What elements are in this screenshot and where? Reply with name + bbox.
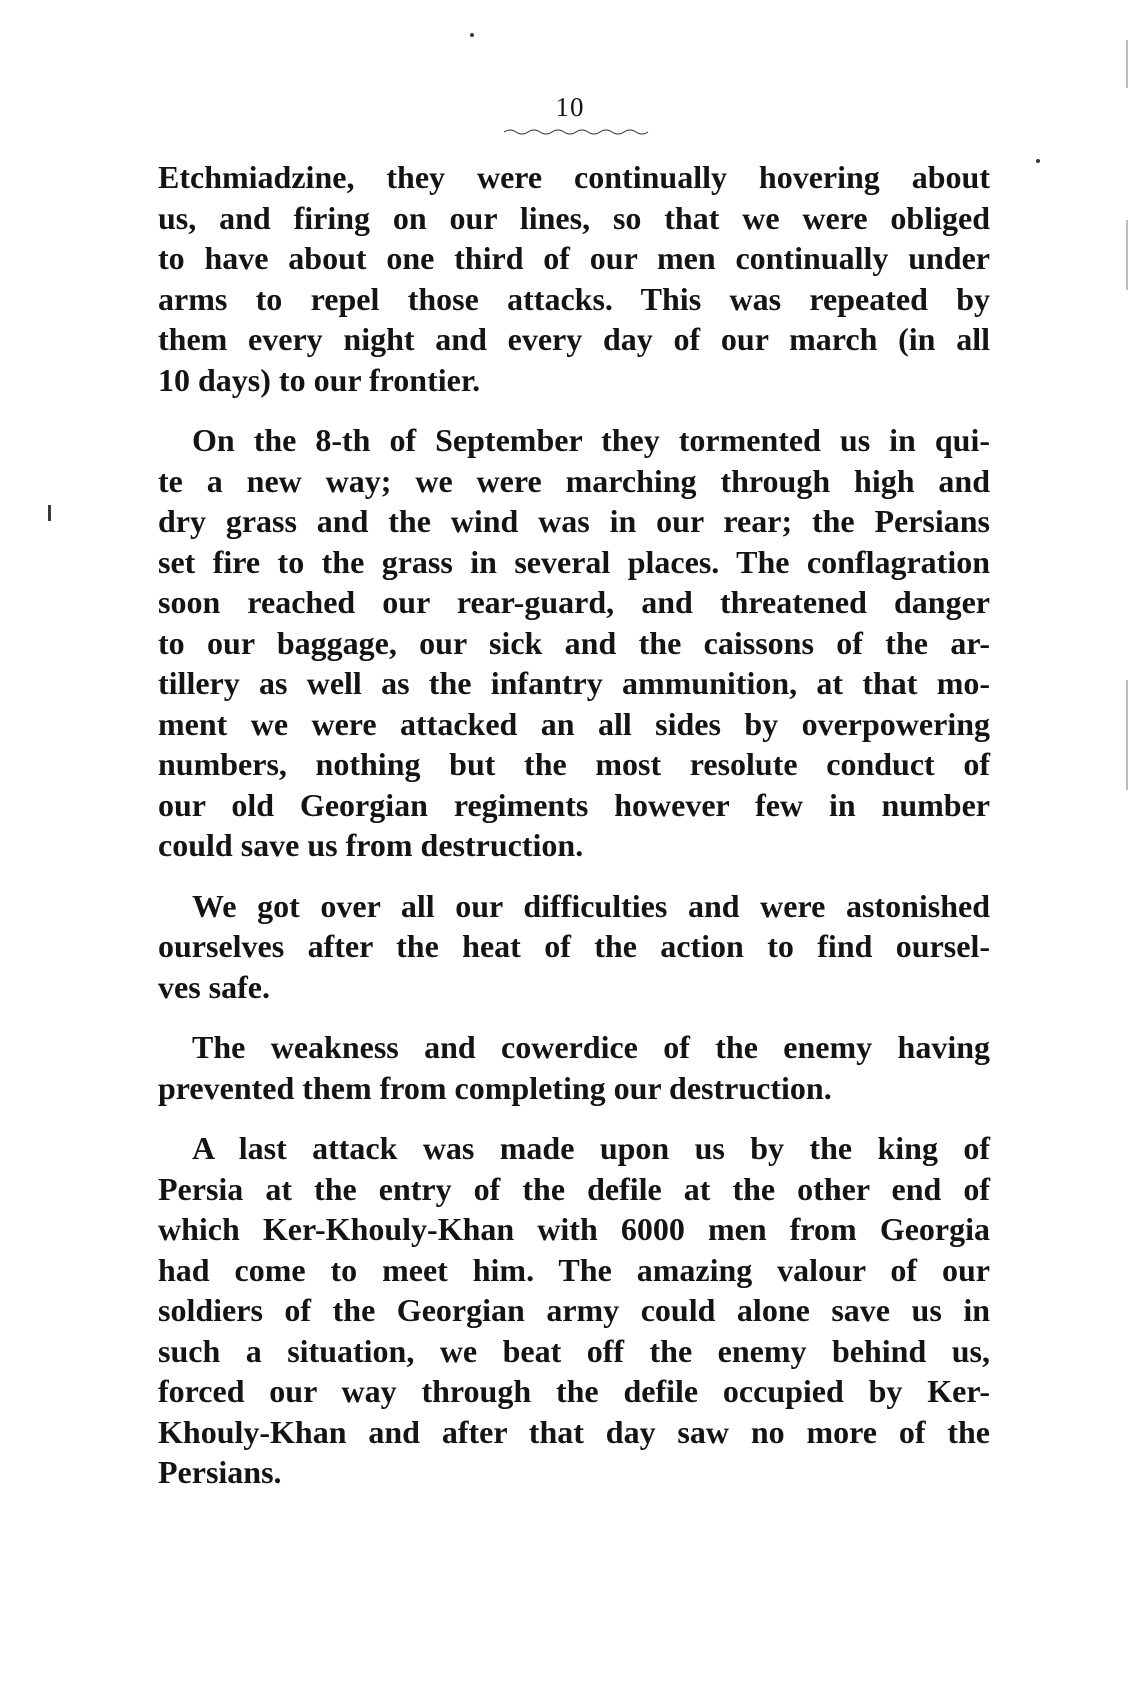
text-line: could save us from destruction. bbox=[158, 827, 584, 863]
margin-mark-right-dot bbox=[1036, 159, 1040, 163]
paragraph-2 bbox=[158, 420, 990, 866]
text-line: Persia at the entry of the defile at the other end of bbox=[158, 1170, 990, 1207]
text-line: to our baggage, our sick and the caissons of the ar- bbox=[158, 624, 990, 661]
text-line: A last attack was made upon us by the king of bbox=[192, 1130, 990, 1166]
text-line: ves safe. bbox=[158, 968, 270, 1005]
text-line: them every night and every day of our march (in all bbox=[158, 321, 990, 357]
ornamental-wavy-rule bbox=[504, 128, 652, 136]
text-line: us, and firing on our lines, so that we were obliged bbox=[158, 199, 990, 236]
text-line: ourselves after the heat of the action to find oursel- bbox=[158, 928, 990, 964]
edge-line-1 bbox=[1126, 40, 1128, 88]
text-line: soldiers of the Georgian army could alone save us in bbox=[158, 1292, 990, 1328]
text-line: tillery as well as the infantry ammunition, at that mo- bbox=[158, 665, 990, 701]
text-line: We got over all our difficulties and were astonished bbox=[192, 887, 990, 924]
text-line: dry grass and the wind was in our rear; the Persians bbox=[158, 503, 990, 539]
page-number: 10 bbox=[555, 92, 585, 122]
paragraph-5 bbox=[158, 1128, 990, 1493]
text-line: Etchmiadzine, they were continually hovering about bbox=[158, 159, 990, 195]
text-line: Khouly-Khan and after that day saw no more of the bbox=[158, 1413, 990, 1450]
text-line: On the 8-th of September they tormented us in qui- bbox=[192, 422, 990, 458]
body-text bbox=[158, 157, 990, 1513]
text-line: 10 days) to our frontier. bbox=[158, 361, 481, 398]
text-line: The weakness and cowerdice of the enemy having bbox=[192, 1029, 990, 1065]
paragraph-1 bbox=[158, 157, 990, 400]
margin-mark-left bbox=[48, 505, 51, 521]
edge-line-2 bbox=[1126, 220, 1128, 290]
text-line: soon reached our rear-guard, and threatened danger bbox=[158, 584, 990, 620]
text-line: numbers, nothing but the most resolute conduct of bbox=[158, 746, 990, 782]
text-line: set fire to the grass in several places. The conflagration bbox=[158, 543, 990, 580]
text-line: te a new way; we were marching through high and bbox=[158, 462, 990, 499]
text-line: ment we were attacked an all sides by overpowering bbox=[158, 705, 990, 742]
text-line: to have about one third of our men continually under bbox=[158, 240, 990, 276]
text-line: our old Georgian regiments however few in number bbox=[158, 786, 990, 823]
text-line: had come to meet him. The amazing valour of our bbox=[158, 1251, 990, 1288]
paragraph-3 bbox=[158, 886, 990, 1008]
text-line: arms to repel those attacks. This was repeated by bbox=[158, 280, 990, 317]
text-line: Persians. bbox=[158, 1454, 282, 1490]
text-line: prevented them from completing our destruction. bbox=[158, 1069, 832, 1106]
text-line: such a situation, we beat off the enemy behind us, bbox=[158, 1332, 990, 1369]
text-line: forced our way through the defile occupied by Ker- bbox=[158, 1373, 990, 1409]
paragraph-4 bbox=[158, 1027, 990, 1108]
text-line: which Ker-Khouly-Khan with 6000 men from Georgia bbox=[158, 1211, 990, 1247]
edge-line-3 bbox=[1126, 680, 1128, 790]
margin-mark-top bbox=[470, 33, 474, 37]
